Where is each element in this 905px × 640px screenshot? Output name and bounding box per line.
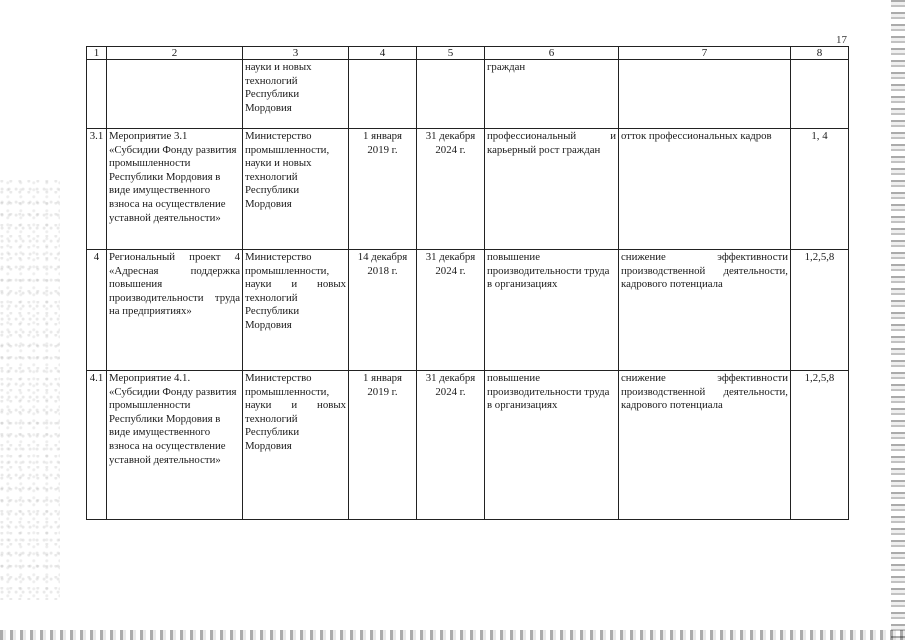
column-number: 3 <box>243 47 349 60</box>
end-date: 31 декабря 2024 г. <box>417 250 485 371</box>
column-number: 1 <box>87 47 107 60</box>
measures-table <box>86 46 849 520</box>
indicators: 1,2,5,8 <box>791 371 849 520</box>
column-number: 7 <box>619 47 791 60</box>
end-date: 31 декабря 2024 г. <box>417 371 485 520</box>
row-number: 3.1 <box>87 129 107 250</box>
executor: Министерство промышленности, науки и новых технологий Республики Мордовия <box>243 129 349 250</box>
table-row <box>87 129 849 250</box>
measure-name <box>107 60 243 129</box>
risk-consequence: снижение эффективности производственной деятельности, кадрового потенциала <box>619 371 791 520</box>
page-number: 17 <box>836 34 847 46</box>
row-number: 4 <box>87 250 107 371</box>
column-number: 2 <box>107 47 243 60</box>
column-number-row <box>87 47 849 60</box>
indicators: 1, 4 <box>791 129 849 250</box>
expected-result: повышение производительности труда в организациях <box>485 371 619 520</box>
measure-name: Мероприятие 4.1. «Субсидии Фонду развития промышленности Республики Мордовия в виде имущественного взноса на осуществление уставной деятельности» <box>107 371 243 520</box>
start-date: 14 декабря 2018 г. <box>349 250 417 371</box>
risk-consequence: отток профессиональных кадров <box>619 129 791 250</box>
measure-name: Мероприятие 3.1 «Субсидии Фонду развития промышленности Республики Мордовия в виде имущественного взноса на осуществление уставной деятельности» <box>107 129 243 250</box>
expected-result: граждан <box>485 60 619 129</box>
end-date: 31 декабря 2024 г. <box>417 129 485 250</box>
expected-result: повышение производительности труда в организациях <box>485 250 619 371</box>
measure-name: Региональный проект 4 «Адресная поддержка повышения производительности труда на предприятиях» <box>107 250 243 371</box>
table-row <box>87 250 849 371</box>
table-row <box>87 371 849 520</box>
table-row-continuation <box>87 60 849 129</box>
end-date <box>417 60 485 129</box>
scan-noise-right <box>891 0 905 640</box>
start-date: 1 января 2019 г. <box>349 129 417 250</box>
row-number <box>87 60 107 129</box>
column-number: 4 <box>349 47 417 60</box>
expected-result: профессиональный и карьерный рост граждан <box>485 129 619 250</box>
column-number: 6 <box>485 47 619 60</box>
start-date: 1 января 2019 г. <box>349 371 417 520</box>
indicators <box>791 60 849 129</box>
column-number: 8 <box>791 47 849 60</box>
start-date <box>349 60 417 129</box>
executor: науки и новых технологий Республики Мордовия <box>243 60 349 129</box>
executor: Министерство промышленности, науки и новых технологий Республики Мордовия <box>243 371 349 520</box>
risk-consequence: снижение эффективности производственной деятельности, кадрового потенциала <box>619 250 791 371</box>
risk-consequence <box>619 60 791 129</box>
indicators: 1,2,5,8 <box>791 250 849 371</box>
scan-noise-bottom <box>0 630 905 640</box>
executor: Министерство промышленности, науки и новых технологий Республики Мордовия <box>243 250 349 371</box>
scan-noise-left <box>0 180 60 600</box>
row-number: 4.1 <box>87 371 107 520</box>
column-number: 5 <box>417 47 485 60</box>
